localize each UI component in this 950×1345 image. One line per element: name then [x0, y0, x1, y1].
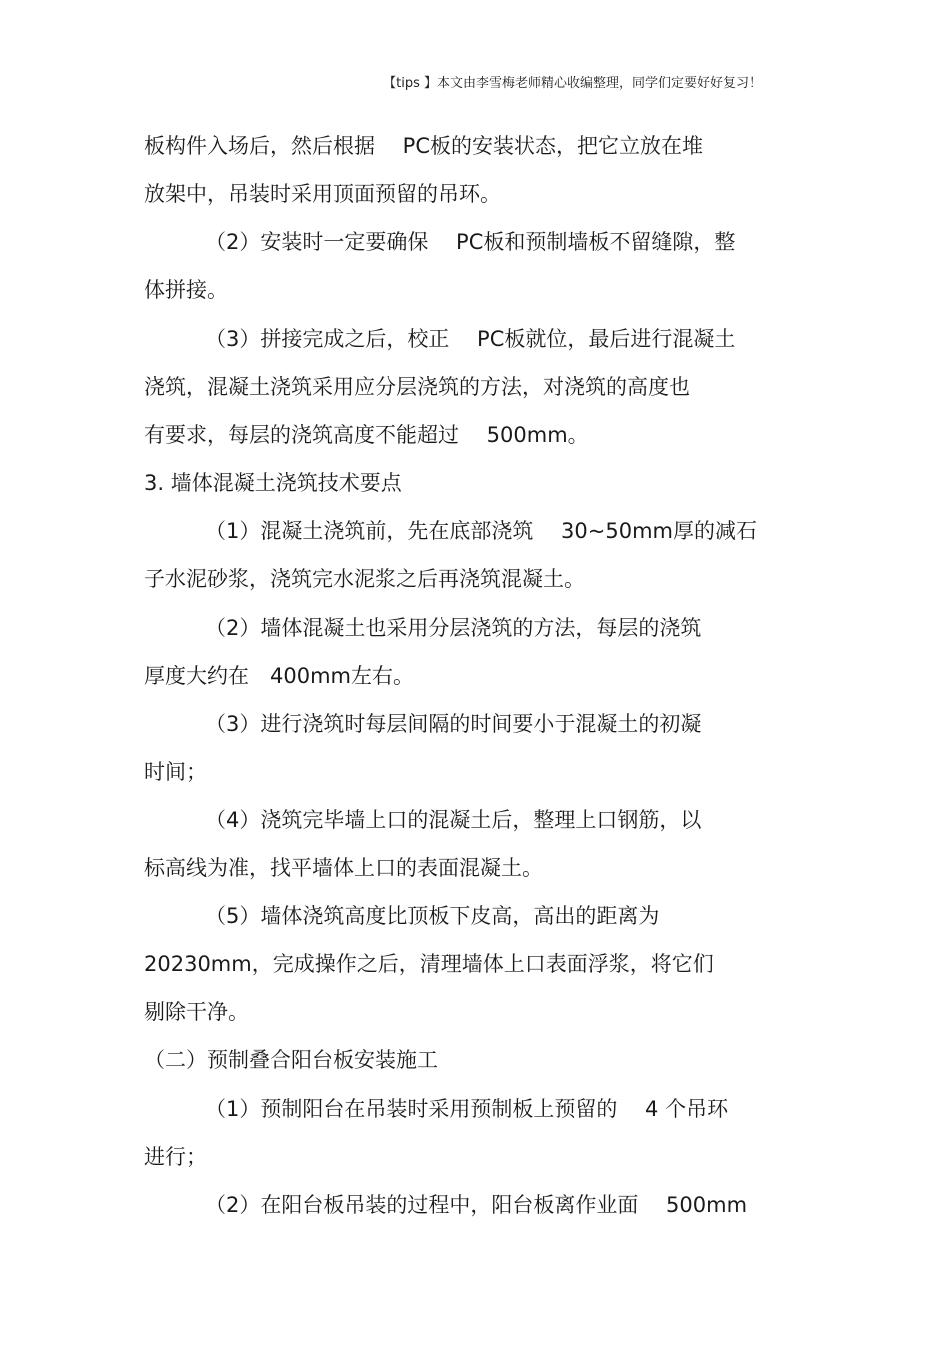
text-line: 放架中，吊装时采用顶面预留的吊环。	[144, 182, 501, 206]
text-line: （3）拼接完成之后，校正 PC板就位，最后进行混凝土	[205, 327, 736, 351]
text-line: 体拼接。	[144, 278, 228, 302]
text-line: 标高线为准，找平墙体上口的表面混凝土。	[144, 856, 543, 880]
text-line: 浇筑，混凝土浇筑采用应分层浇筑的方法，对浇筑的高度也	[144, 375, 690, 399]
text-line: 子水泥砂浆，浇筑完水泥浆之后再浇筑混凝土。	[144, 567, 585, 591]
text-line: 板构件入场后，然后根据 PC板的安装状态，把它立放在堆	[144, 134, 703, 158]
text-line: （2）安装时一定要确保 PC板和预制墙板不留缝隙，整	[205, 230, 736, 254]
text-line: 厚度大约在 400mm左右。	[144, 664, 414, 688]
text-line: （5）墙体浇筑高度比顶板下皮高，高出的距离为	[205, 904, 660, 928]
text-line: 剔除干净。	[144, 1000, 249, 1024]
header-note: 【tips 】本文由李雪梅老师精心收编整理，同学们定要好好复习！	[383, 76, 762, 91]
section-heading: 3. 墙体混凝土浇筑技术要点	[144, 471, 402, 495]
text-line: 有要求，每层的浇筑高度不能超过 500mm。	[144, 423, 589, 447]
section-heading: （二）预制叠合阳台板安装施工	[144, 1048, 438, 1072]
text-line: （2）墙体混凝土也采用分层浇筑的方法，每层的浇筑	[205, 616, 702, 640]
text-line: 进行；	[144, 1145, 207, 1169]
text-line: （4）浇筑完毕墙上口的混凝土后，整理上口钢筋，以	[205, 808, 702, 832]
text-line: 20230mm，完成操作之后，清理墙体上口表面浮浆，将它们	[144, 952, 714, 976]
text-line: （3）进行浇筑时每层间隔的时间要小于混凝土的初凝	[205, 712, 702, 736]
text-line: 时间；	[144, 760, 207, 784]
text-line: （1）混凝土浇筑前，先在底部浇筑 30~50mm厚的减石	[205, 519, 757, 543]
text-line: （1）预制阳台在吊装时采用预制板上预留的 4 个吊环	[205, 1097, 729, 1121]
text-line: （2）在阳台板吊装的过程中，阳台板离作业面 500mm	[205, 1193, 748, 1217]
